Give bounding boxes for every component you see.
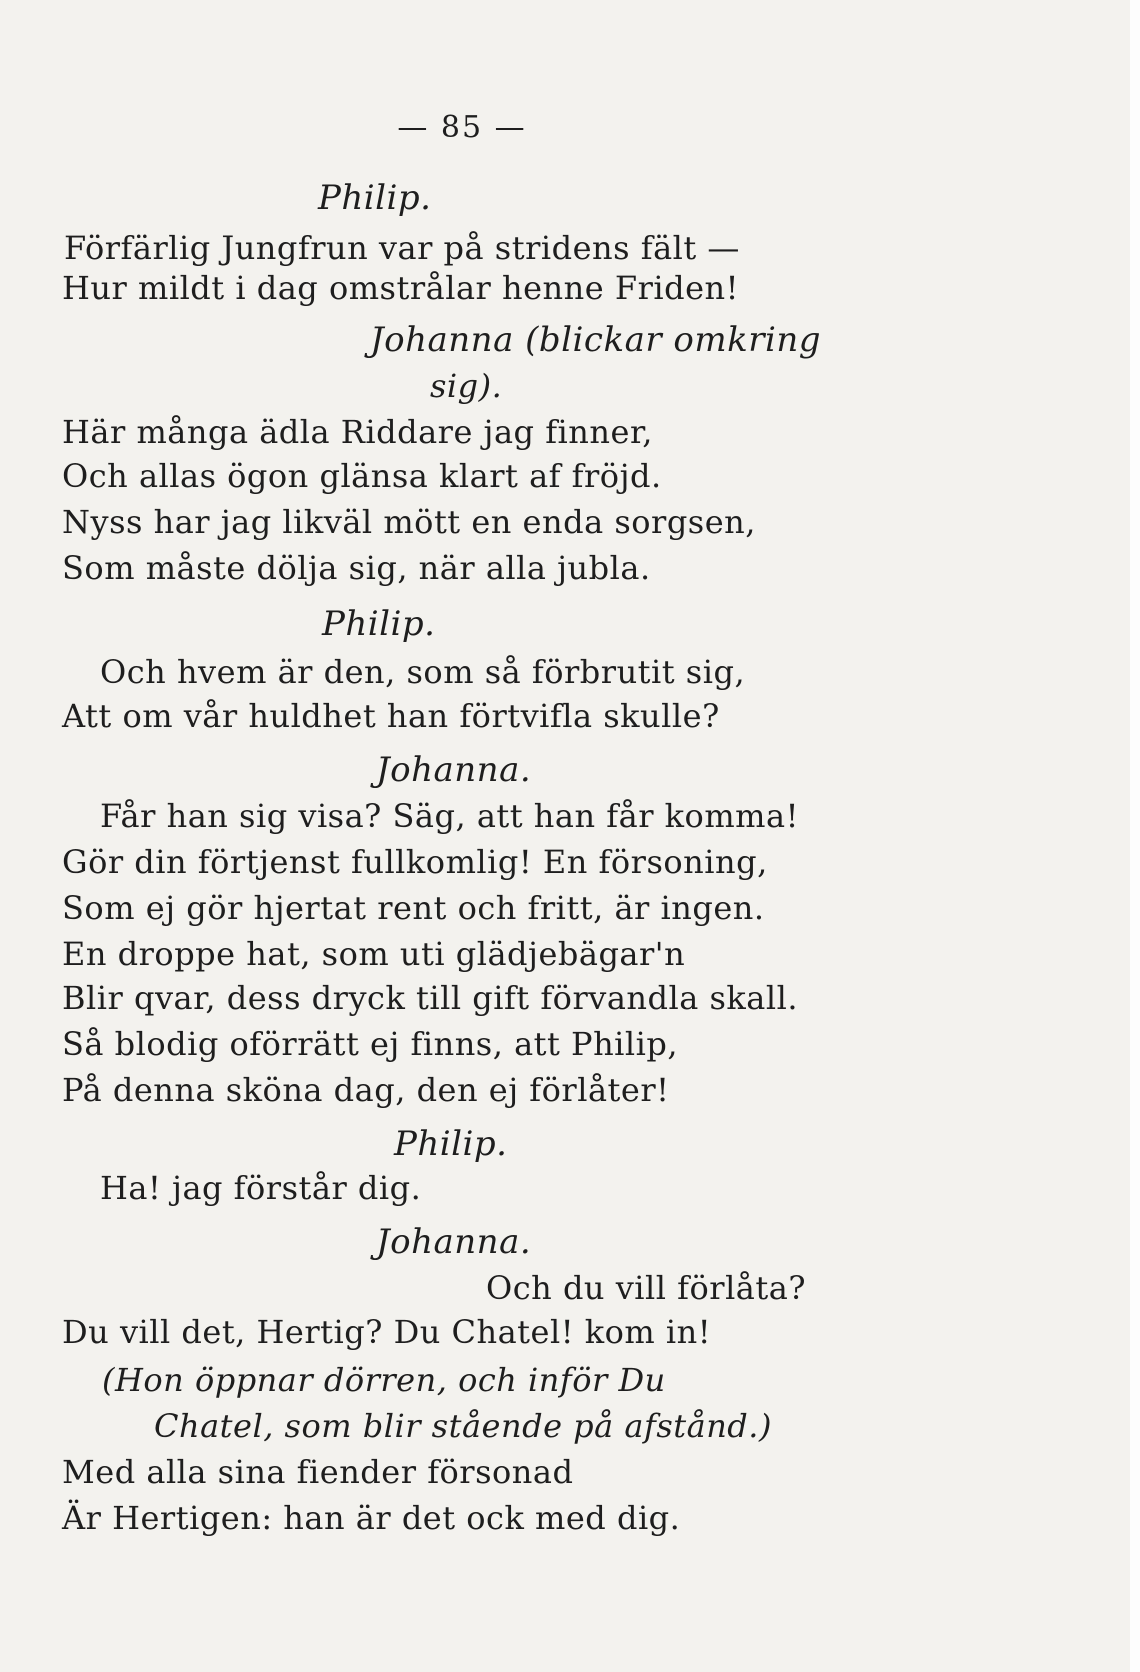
verse-line: Med alla sina fiender försonad (62, 1453, 574, 1491)
verse-line: Blir qvar, dess dryck till gift förvandla skall. (62, 979, 798, 1017)
verse-line: Och allas ögon glänsa klart af fröjd. (62, 457, 662, 495)
verse-line: Hur mildt i dag omstrålar henne Friden! (62, 269, 739, 307)
speaker-johanna: Johanna. (376, 750, 532, 790)
verse-line: Som ej gör hjertat rent och fritt, är ingen. (62, 889, 765, 927)
verse-line: Du vill det, Hertig? Du Chatel! kom in! (62, 1313, 712, 1351)
speaker-johanna: Johanna (blickar omkring (370, 320, 821, 360)
stage-direction: sig). (430, 367, 503, 405)
verse-line: Så blodig oförrätt ej finns, att Philip, (62, 1025, 679, 1063)
verse-line: Gör din förtjenst fullkomlig! En försoning, (62, 843, 768, 881)
stage-direction: (Hon öppnar dörren, och inför Du (102, 1361, 666, 1399)
verse-line: Här många ädla Riddare jag finner, (62, 413, 653, 451)
verse-line: Får han sig visa? Säg, att han får komma! (100, 797, 799, 835)
verse-line: Att om vår huldhet han förtvifla skulle? (62, 697, 720, 735)
verse-line: Och hvem är den, som så förbrutit sig, (100, 653, 746, 691)
verse-line: Förfärlig Jungfrun var på stridens fält — (64, 229, 740, 267)
speaker-philip: Philip. (322, 604, 436, 644)
verse-line: På denna sköna dag, den ej förlåter! (62, 1071, 670, 1109)
page-edge (1130, 0, 1140, 1672)
stage-direction: Chatel, som blir stående på afstånd.) (154, 1407, 772, 1445)
verse-line: Är Hertigen: han är det ock med dig. (62, 1499, 681, 1537)
speaker-philip: Philip. (394, 1124, 508, 1164)
speaker-johanna: Johanna. (376, 1222, 532, 1262)
verse-line: Och du vill förlåta? (486, 1269, 806, 1307)
verse-line: Nyss har jag likväl mött en enda sorgsen, (62, 503, 756, 541)
speaker-philip: Philip. (318, 178, 432, 218)
verse-line: Ha! jag förstår dig. (100, 1169, 422, 1207)
verse-line: Som måste dölja sig, när alla jubla. (62, 549, 651, 587)
verse-line: En droppe hat, som uti glädjebägar'n (62, 935, 686, 973)
page-number: — 85 — (397, 110, 527, 145)
